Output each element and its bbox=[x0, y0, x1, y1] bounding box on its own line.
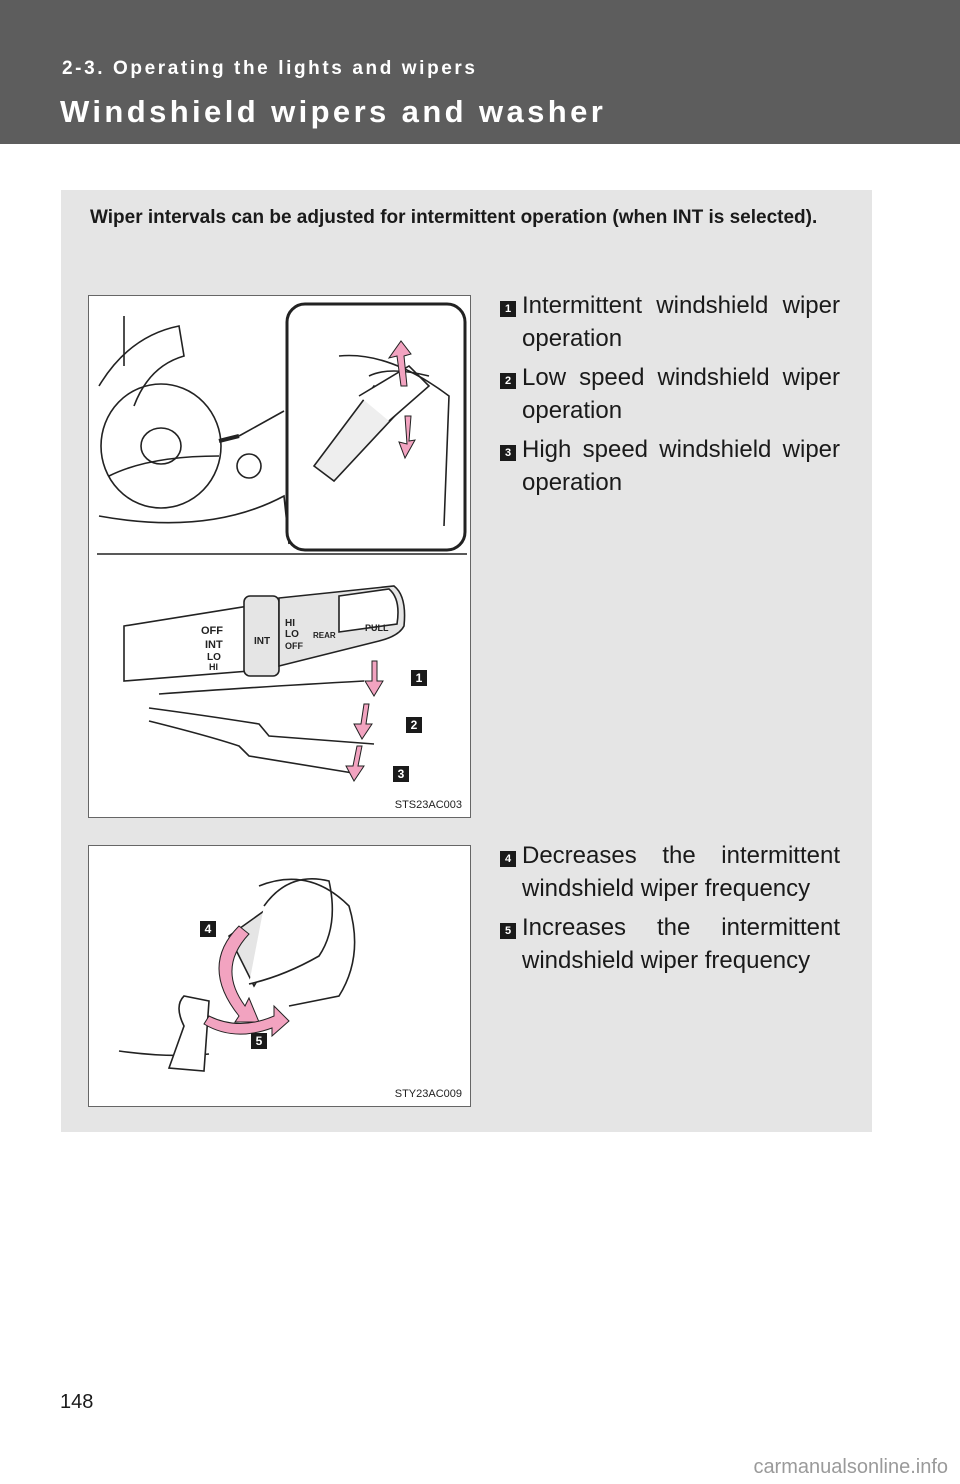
list-item bbox=[500, 361, 840, 427]
callout-2: 2 bbox=[406, 717, 422, 733]
lever-label-lo-1: LO bbox=[207, 652, 221, 663]
callout-1: 1 bbox=[411, 670, 427, 686]
item-number: 4 bbox=[500, 851, 516, 867]
lever-label-pull: PULL bbox=[365, 623, 389, 633]
list-item bbox=[500, 839, 840, 905]
list-item bbox=[500, 433, 840, 499]
lever-label-off-1: OFF bbox=[201, 625, 223, 637]
item-text: Decreases the intermittent windshield wiper frequency bbox=[522, 842, 840, 902]
list-item bbox=[500, 911, 840, 977]
lever-label-hi-1: HI bbox=[209, 662, 218, 672]
item-number: 2 bbox=[500, 373, 516, 389]
callout-4: 4 bbox=[200, 921, 216, 937]
figure-code: STS23AC003 bbox=[394, 799, 462, 811]
callout-5: 5 bbox=[251, 1033, 267, 1049]
list-item bbox=[500, 289, 840, 355]
wiper-frequency-illustration bbox=[89, 846, 472, 1108]
page-title: Windshield wipers and washer bbox=[60, 94, 607, 129]
section-subtitle: 2-3. Operating the lights and wipers bbox=[62, 58, 478, 79]
item-number: 3 bbox=[500, 445, 516, 461]
page-number: 148 bbox=[60, 1391, 94, 1413]
lever-label-off-2: OFF bbox=[285, 641, 303, 651]
item-text: Low speed windshield wiper operation bbox=[522, 364, 840, 424]
lever-label-int-2: INT bbox=[254, 636, 271, 647]
lever-label-int-1: INT bbox=[205, 639, 223, 651]
wiper-lever-figure bbox=[88, 295, 471, 818]
item-text: Intermittent windshield wiper operation bbox=[522, 292, 840, 352]
figure-code: STY23AC009 bbox=[394, 1088, 462, 1100]
watermark[interactable]: carmanualsonline.info bbox=[753, 1456, 948, 1478]
lever-label-rear: REAR bbox=[313, 631, 336, 640]
wiper-frequency-figure bbox=[88, 845, 471, 1107]
page-header bbox=[0, 0, 960, 144]
item-text: High speed windshield wiper operation bbox=[522, 436, 840, 496]
intro-text: Wiper intervals can be adjusted for intermittent operation (when INT is selected). bbox=[90, 207, 818, 228]
item-number: 1 bbox=[500, 301, 516, 317]
item-number: 5 bbox=[500, 923, 516, 939]
callout-3: 3 bbox=[393, 766, 409, 782]
item-text: Increases the intermittent windshield wiper frequency bbox=[522, 914, 840, 974]
wiper-lever-illustration bbox=[89, 296, 472, 819]
lever-label-lo-2: LO bbox=[285, 629, 299, 640]
lever-label-hi-2: HI bbox=[285, 618, 295, 629]
